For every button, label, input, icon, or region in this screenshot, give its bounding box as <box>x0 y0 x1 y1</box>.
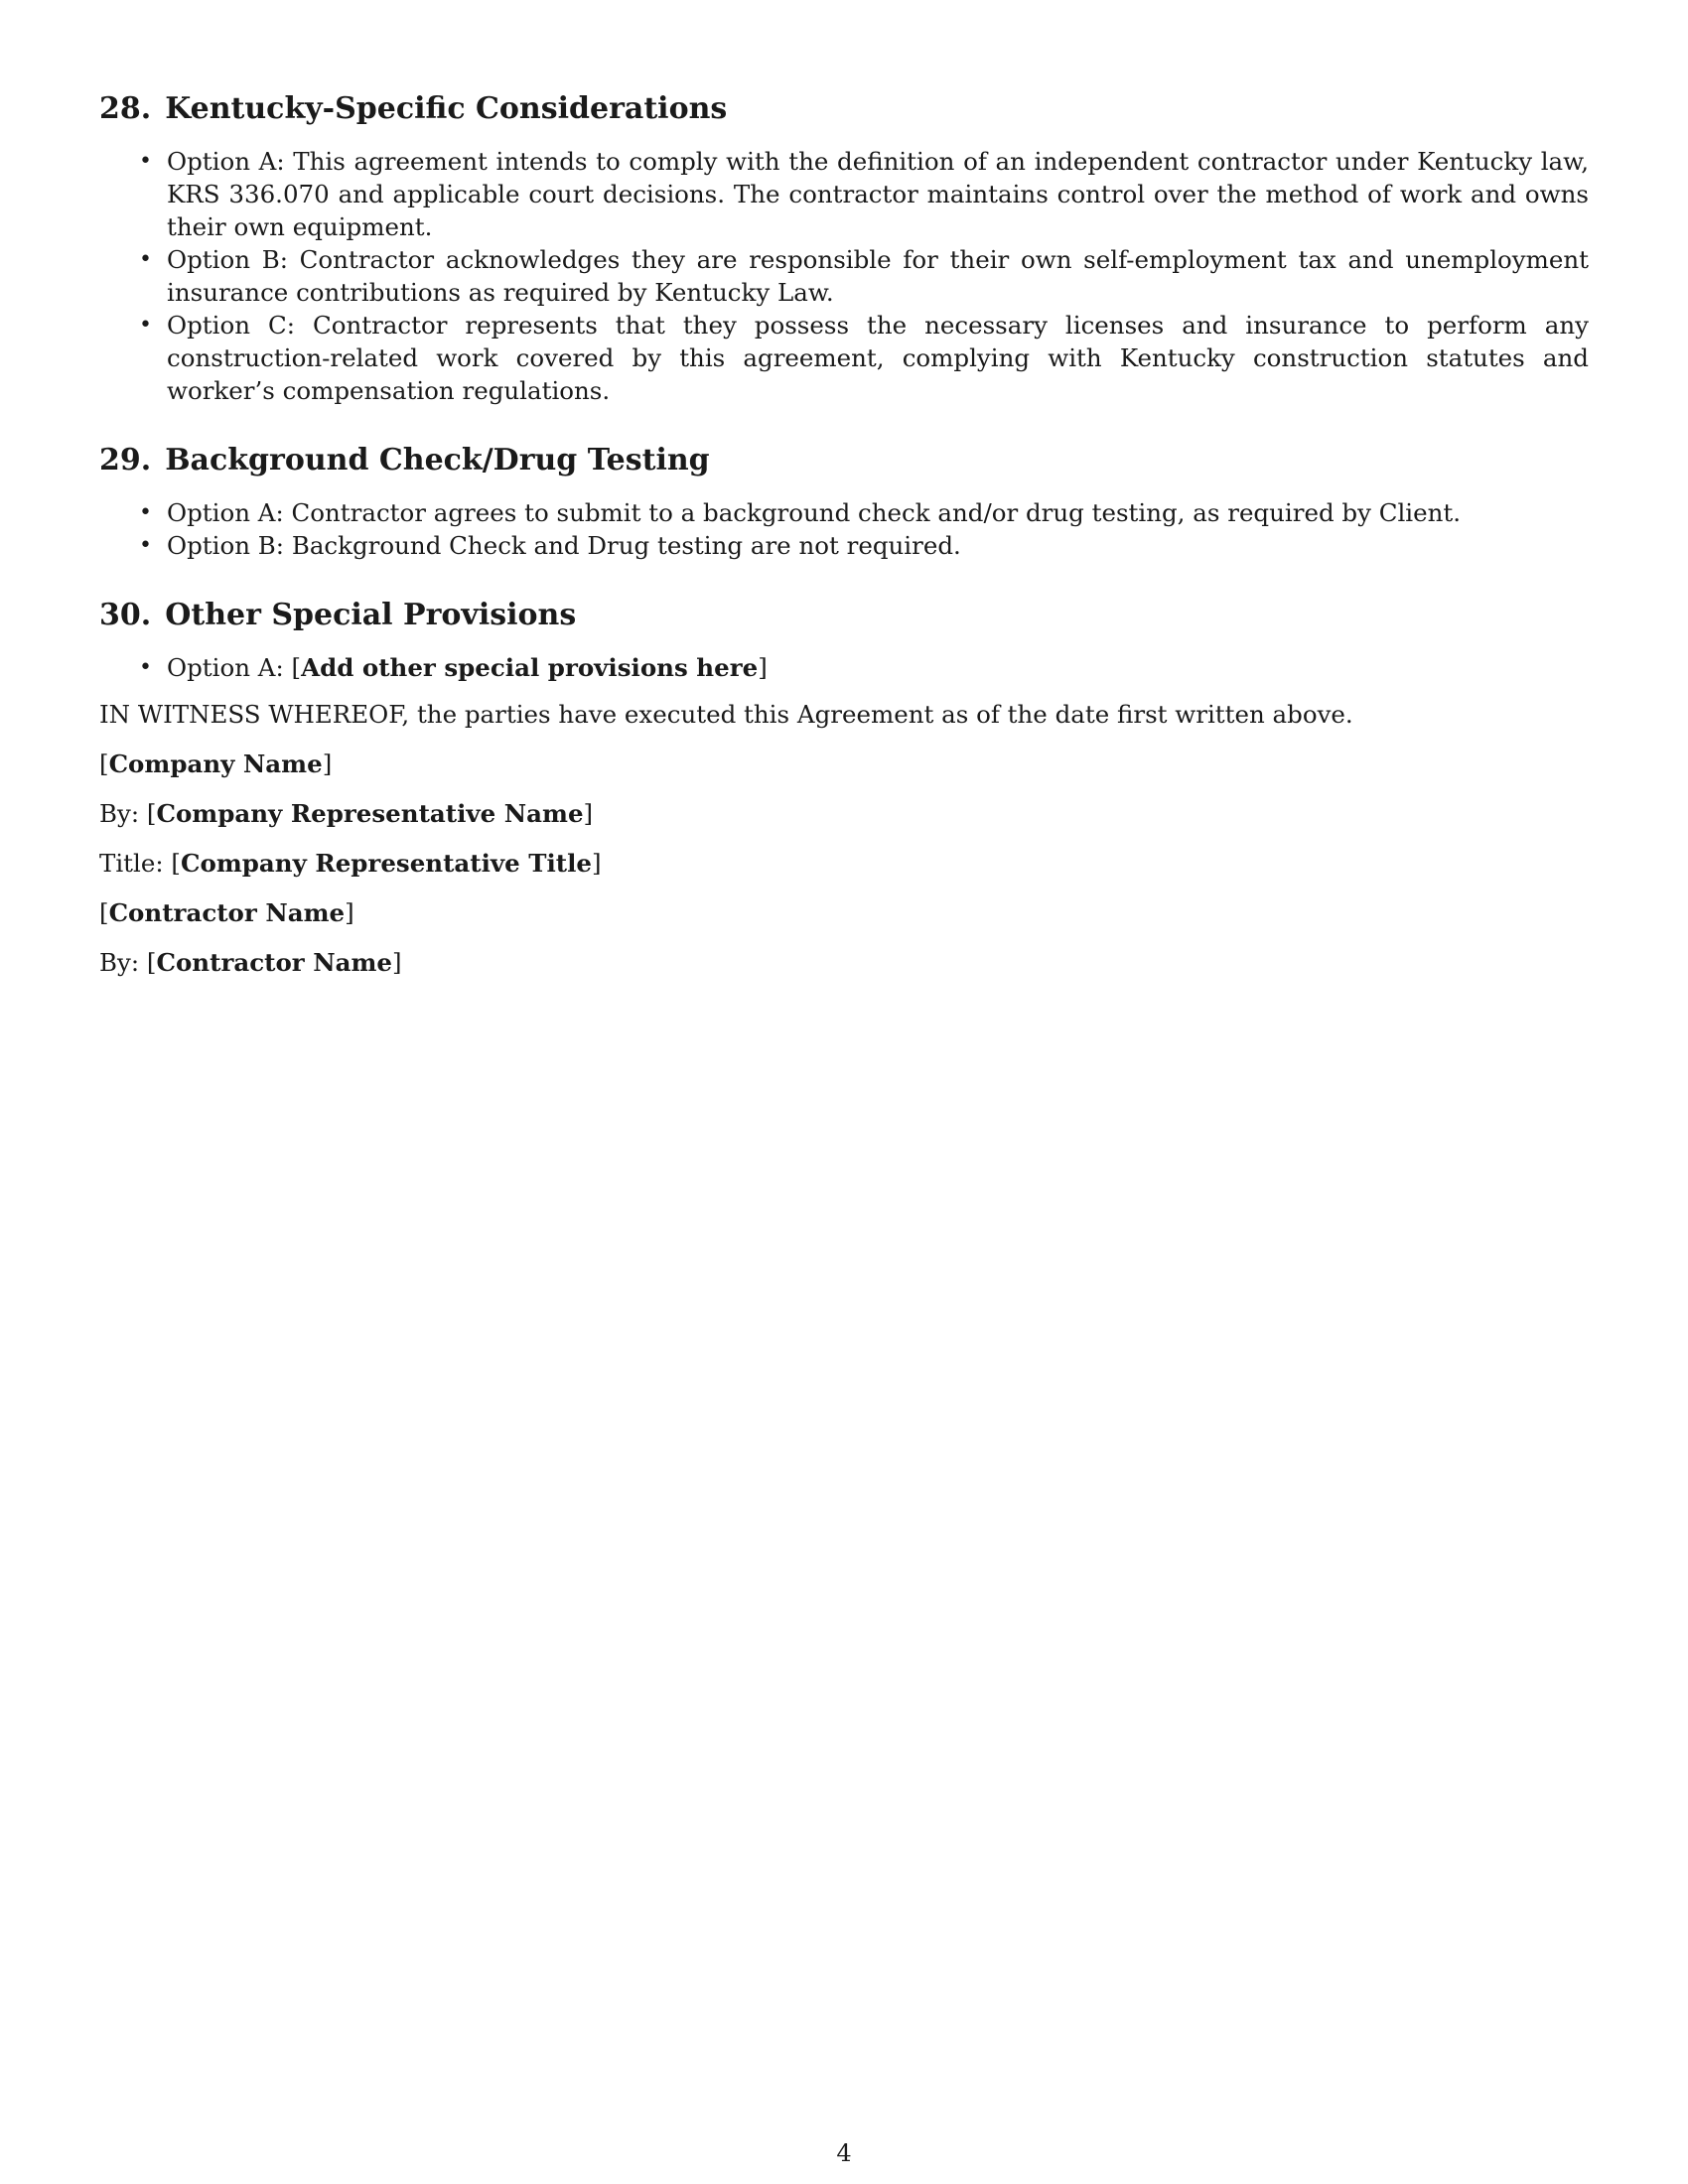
signature-contractor-name: [Contractor Name] <box>99 898 354 927</box>
section-number: 29. <box>99 443 152 478</box>
section-number: 30. <box>99 598 152 632</box>
signature-contractor-by: By: [Contractor Name] <box>99 948 402 977</box>
bullet-icon: • <box>139 533 152 558</box>
section-number: 28. <box>99 91 152 126</box>
witness-statement: IN WITNESS WHEREOF, the parties have executed this Agreement as of the date first written above. <box>99 700 1353 729</box>
page-number: 4 <box>836 2139 852 2167</box>
list-item: • Option B: Background Check and Drug testing are not required. <box>139 531 961 560</box>
list-item: • Option B: Contractor acknowledges they are responsible for their own self-employment tax and unemployment insurance contributions as required by Kentucky Law. <box>139 245 1589 307</box>
section-heading <box>99 443 1589 478</box>
section-title: Background Check/Drug Testing <box>165 443 710 478</box>
list-item: • Option A: This agreement intends to comply with the definition of an independent contractor under Kentucky law, KRS 336.070 and applicable court decisions. The contractor maintains control over the method of work and owns their own equipment. <box>139 147 1589 241</box>
bullet-icon: • <box>139 149 152 174</box>
section-29 <box>99 443 1589 562</box>
option-list <box>99 651 1589 684</box>
list-item: • Option C: Contractor represents that they possess the necessary licenses and insurance to perform any construction-related work covered by this agreement, complying with Kentucky construction statutes and worker’s compensation regulations. <box>139 311 1589 405</box>
section-28 <box>99 91 1589 407</box>
list-item: • Option A: Contractor agrees to submit to a background check and/or drug testing, as required by Client. <box>139 498 1462 527</box>
bullet-icon: • <box>139 655 152 680</box>
bullet-icon: • <box>139 500 152 525</box>
section-heading <box>99 598 1589 633</box>
option-list <box>99 496 1589 562</box>
section-title: Other Special Provisions <box>165 598 577 632</box>
option-list <box>99 145 1589 407</box>
signature-company-title: Title: [Company Representative Title] <box>99 849 602 878</box>
section-title: Kentucky-Specific Considerations <box>165 91 728 126</box>
section-heading <box>99 91 1589 127</box>
list-item: • Option A: [Add other special provisions here] <box>139 653 768 682</box>
signature-company-by: By: [Company Representative Name] <box>99 799 594 828</box>
document-page <box>99 91 1589 996</box>
section-30 <box>99 598 1589 684</box>
placeholder-text: Add other special provisions here <box>301 653 759 682</box>
signature-company-name: [Company Name] <box>99 750 333 778</box>
bullet-icon: • <box>139 247 152 272</box>
bullet-icon: • <box>139 313 152 338</box>
